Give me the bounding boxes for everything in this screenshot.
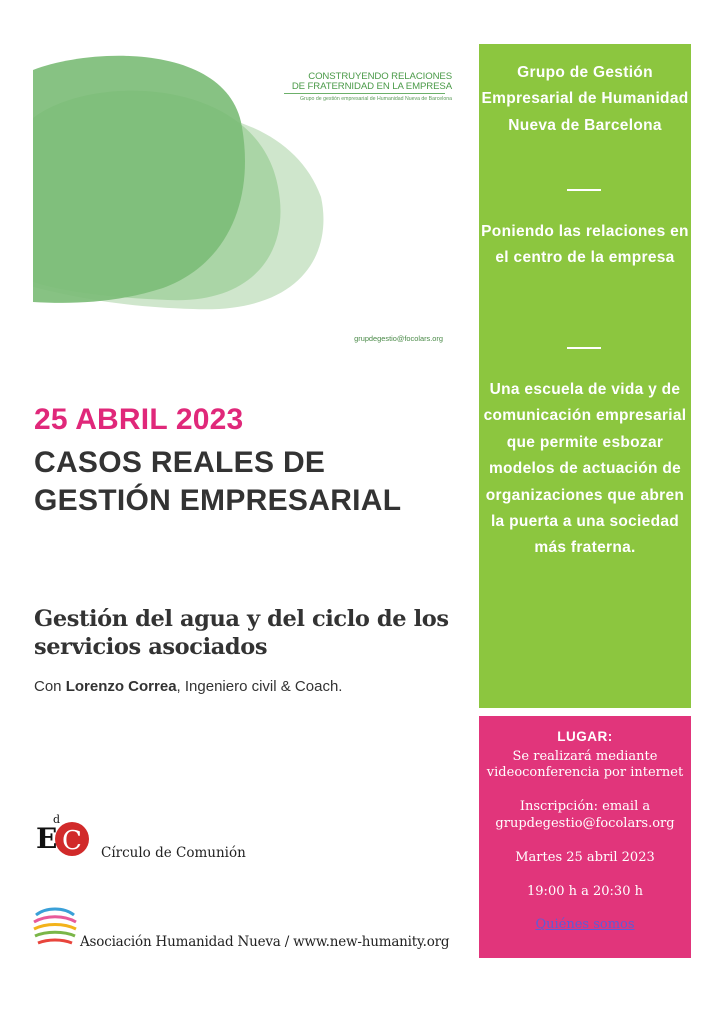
- edc-letter-d: d: [53, 813, 61, 826]
- logo-tagline-line1: CONSTRUYENDO RELACIONES: [308, 71, 452, 82]
- speaker-prefix: Con: [34, 678, 66, 695]
- event-date: 25 ABRIL 2023: [34, 403, 244, 436]
- panel-divider: [567, 347, 601, 349]
- edc-letter-c: C: [62, 826, 82, 856]
- event-time: 19:00 h a 20:30 h: [527, 884, 643, 899]
- ahn-name: Asociación Humanidad Nueva / www.new-humanity.org: [80, 934, 450, 950]
- speaker-role: , Ingeniero civil & Coach.: [176, 678, 343, 695]
- edc-name: Círculo de Comunión: [101, 845, 246, 861]
- speaker-name: Lorenzo Correa: [65, 678, 177, 695]
- logo-email: grupdegestio@focolars.org: [354, 334, 443, 343]
- event-title: CASOS REALES DE GESTIÓN EMPRESARIAL: [34, 446, 402, 517]
- logo-subtitle: Grupo de gestión empresarial de Humanidad Nueva de Barcelona: [300, 96, 452, 102]
- quienes-somos-link[interactable]: Quiénes somos: [535, 917, 635, 932]
- group-name: Grupo de Gestión Empresarial de Humanidad Nueva de Barcelona: [481, 64, 689, 134]
- group-slogan: Poniendo las relaciones en el centro de la empresa: [481, 223, 689, 267]
- group-description: Una escuela de vida y de comunicación empresarial que permite esbozar modelos de actuación de organizaciones que abren la puerta a una sociedad más fraterna.: [483, 381, 687, 557]
- panel-divider: [567, 189, 601, 191]
- edc-letter-e: E: [36, 822, 58, 855]
- speaker-line: [34, 678, 342, 695]
- logo-tagline-line2: DE FRATERNIDAD EN LA EMPRESA: [291, 81, 452, 92]
- pink-location-panel: [479, 716, 691, 958]
- location-heading: LUGAR:: [557, 729, 613, 744]
- green-info-panel: [479, 44, 691, 708]
- inscription-text: Inscripción: email a: [519, 799, 651, 814]
- event-date-detail: Martes 25 abril 2023: [515, 850, 655, 865]
- logo-divider: [284, 93, 445, 94]
- edc-logo-icon: [33, 812, 95, 860]
- location-text: Se realizará mediante videoconferencia por internet: [486, 749, 684, 781]
- talk-topic: Gestión del agua y del ciclo de los servicios asociados: [34, 606, 449, 660]
- inscription-email: grupdegestio@focolars.org: [495, 816, 675, 831]
- humanidad-nueva-logo-icon: [32, 905, 78, 949]
